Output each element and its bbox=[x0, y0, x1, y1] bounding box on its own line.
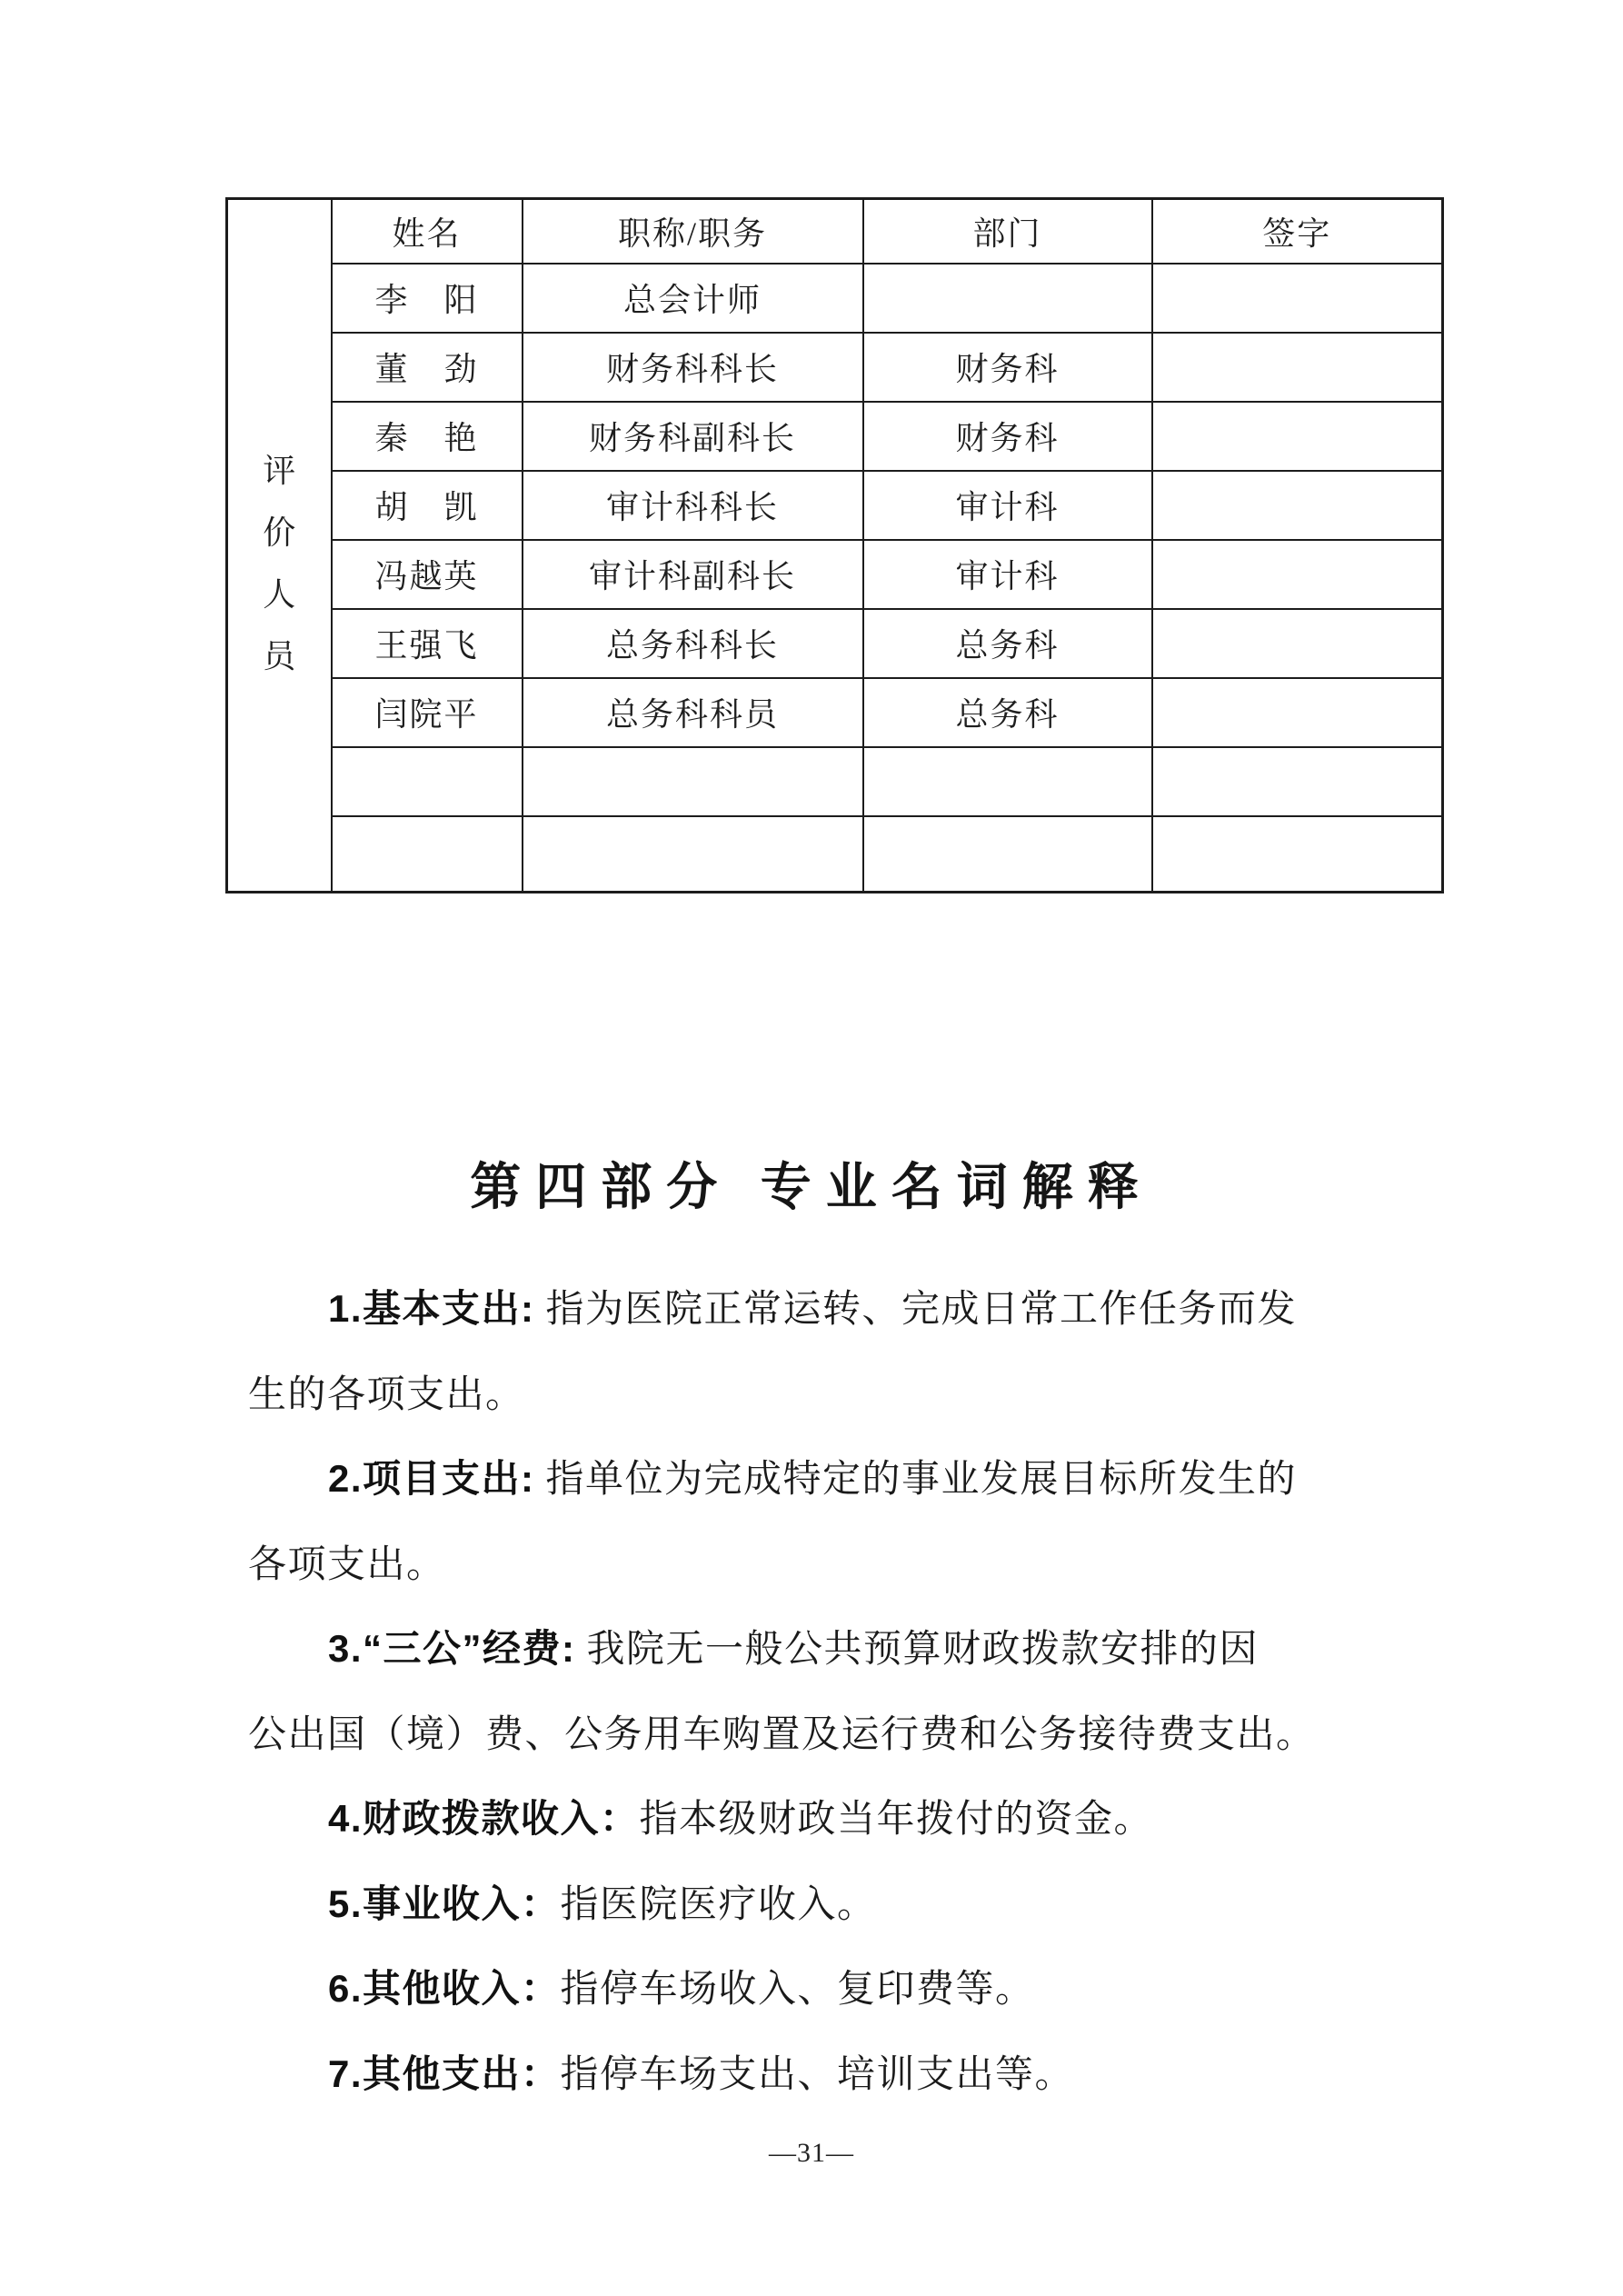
department-cell bbox=[863, 747, 1152, 816]
definition-line bbox=[248, 1946, 1429, 2031]
department-cell: 总务科 bbox=[863, 609, 1152, 678]
definition-text: 指单位为完成特定的事业发展目标所发生的 bbox=[534, 1459, 1298, 1501]
table-row bbox=[227, 540, 1443, 609]
definition-line bbox=[248, 1692, 1429, 1777]
signature-cell bbox=[1152, 333, 1443, 402]
evaluators-vertical-label: 评价人员 bbox=[263, 453, 296, 674]
row-group-label-cell bbox=[227, 199, 332, 893]
table-row bbox=[227, 471, 1443, 540]
name-cell: 胡 凯 bbox=[332, 471, 523, 540]
department-cell: 总务科 bbox=[863, 678, 1152, 747]
definition-line bbox=[248, 2031, 1429, 2117]
position-cell: 总务科科员 bbox=[523, 678, 863, 747]
name-cell bbox=[332, 816, 523, 893]
department-cell: 财务科 bbox=[863, 333, 1152, 402]
name-cell: 冯越英 bbox=[332, 540, 523, 609]
header-name: 姓名 bbox=[332, 199, 523, 264]
definition-line bbox=[248, 1352, 1429, 1437]
table-row-empty bbox=[227, 816, 1443, 893]
signature-cell bbox=[1152, 678, 1443, 747]
table-row bbox=[227, 402, 1443, 471]
table-row bbox=[227, 264, 1443, 333]
definition-text: 指医院医疗收入。 bbox=[560, 1883, 877, 1926]
position-cell: 总会计师 bbox=[523, 264, 863, 333]
definition-text: 指停车场收入、复印费等。 bbox=[560, 1969, 1035, 2011]
name-cell: 董 劲 bbox=[332, 333, 523, 402]
signature-cell bbox=[1152, 264, 1443, 333]
page-number: —31— bbox=[769, 2138, 854, 2168]
definition-term: 7.其他支出： bbox=[328, 2051, 561, 2095]
signature-cell bbox=[1152, 471, 1443, 540]
signature-cell bbox=[1152, 816, 1443, 893]
definition-term: 6.其他收入： bbox=[328, 1967, 561, 2010]
definition-term: 3.“三公”经费: bbox=[328, 1627, 576, 1670]
name-cell: 王强飞 bbox=[332, 609, 523, 678]
table-row bbox=[227, 333, 1443, 402]
definition-text: 指停车场支出、培训支出等。 bbox=[560, 2053, 1075, 2096]
definition-text: 生的各项支出。 bbox=[248, 1373, 525, 1416]
definition-term: 5.事业收入： bbox=[328, 1882, 561, 1925]
position-cell: 审计科科长 bbox=[523, 471, 863, 540]
signature-cell bbox=[1152, 747, 1443, 816]
definition-term: 4.财政拨款收入： bbox=[328, 1797, 640, 1840]
position-cell: 总务科科长 bbox=[523, 609, 863, 678]
table-row bbox=[227, 678, 1443, 747]
definition-text: 公出国（境）费、公务用车购置及运行费和公务接待费支出。 bbox=[248, 1713, 1316, 1756]
position-cell bbox=[523, 747, 863, 816]
section-title: 第四部分 专业名词解释 bbox=[470, 1158, 1153, 1215]
name-cell: 秦 艳 bbox=[332, 402, 523, 471]
header-position: 职称/职务 bbox=[523, 199, 863, 264]
position-cell: 财务科副科长 bbox=[523, 402, 863, 471]
department-cell: 审计科 bbox=[863, 540, 1152, 609]
position-cell bbox=[523, 816, 863, 893]
definition-line bbox=[248, 1436, 1429, 1522]
department-cell: 审计科 bbox=[863, 471, 1152, 540]
table-header-row bbox=[227, 199, 1443, 264]
department-cell: 财务科 bbox=[863, 402, 1152, 471]
name-cell: 闫院平 bbox=[332, 678, 523, 747]
signature-cell bbox=[1152, 609, 1443, 678]
department-cell bbox=[863, 264, 1152, 333]
definition-text: 各项支出。 bbox=[248, 1543, 446, 1586]
definition-line bbox=[248, 1522, 1429, 1607]
department-cell bbox=[863, 816, 1152, 893]
evaluators-table bbox=[225, 197, 1444, 893]
signature-cell bbox=[1152, 402, 1443, 471]
vertical-label-wrap bbox=[228, 404, 331, 687]
definition-term: 1.基本支出: bbox=[328, 1287, 535, 1330]
definition-text: 指为医院正常运转、完成日常工作任务而发 bbox=[534, 1289, 1298, 1331]
signature-cell bbox=[1152, 540, 1443, 609]
position-cell: 审计科副科长 bbox=[523, 540, 863, 609]
definition-line bbox=[248, 1862, 1429, 1947]
definition-text: 指本级财政当年拨付的资金。 bbox=[639, 1799, 1154, 1841]
definition-line bbox=[248, 1266, 1429, 1352]
definition-line bbox=[248, 1776, 1429, 1862]
name-cell: 李 阳 bbox=[332, 264, 523, 333]
definition-term: 2.项目支出: bbox=[328, 1457, 535, 1500]
table-row-empty bbox=[227, 747, 1443, 816]
header-signature: 签字 bbox=[1152, 199, 1443, 264]
name-cell bbox=[332, 747, 523, 816]
definitions-block bbox=[248, 1266, 1429, 2116]
table-row bbox=[227, 609, 1443, 678]
position-cell: 财务科科长 bbox=[523, 333, 863, 402]
definition-line bbox=[248, 1606, 1429, 1692]
definition-text: 我院无一般公共预算财政拨款安排的因 bbox=[575, 1629, 1260, 1671]
header-department: 部门 bbox=[863, 199, 1152, 264]
